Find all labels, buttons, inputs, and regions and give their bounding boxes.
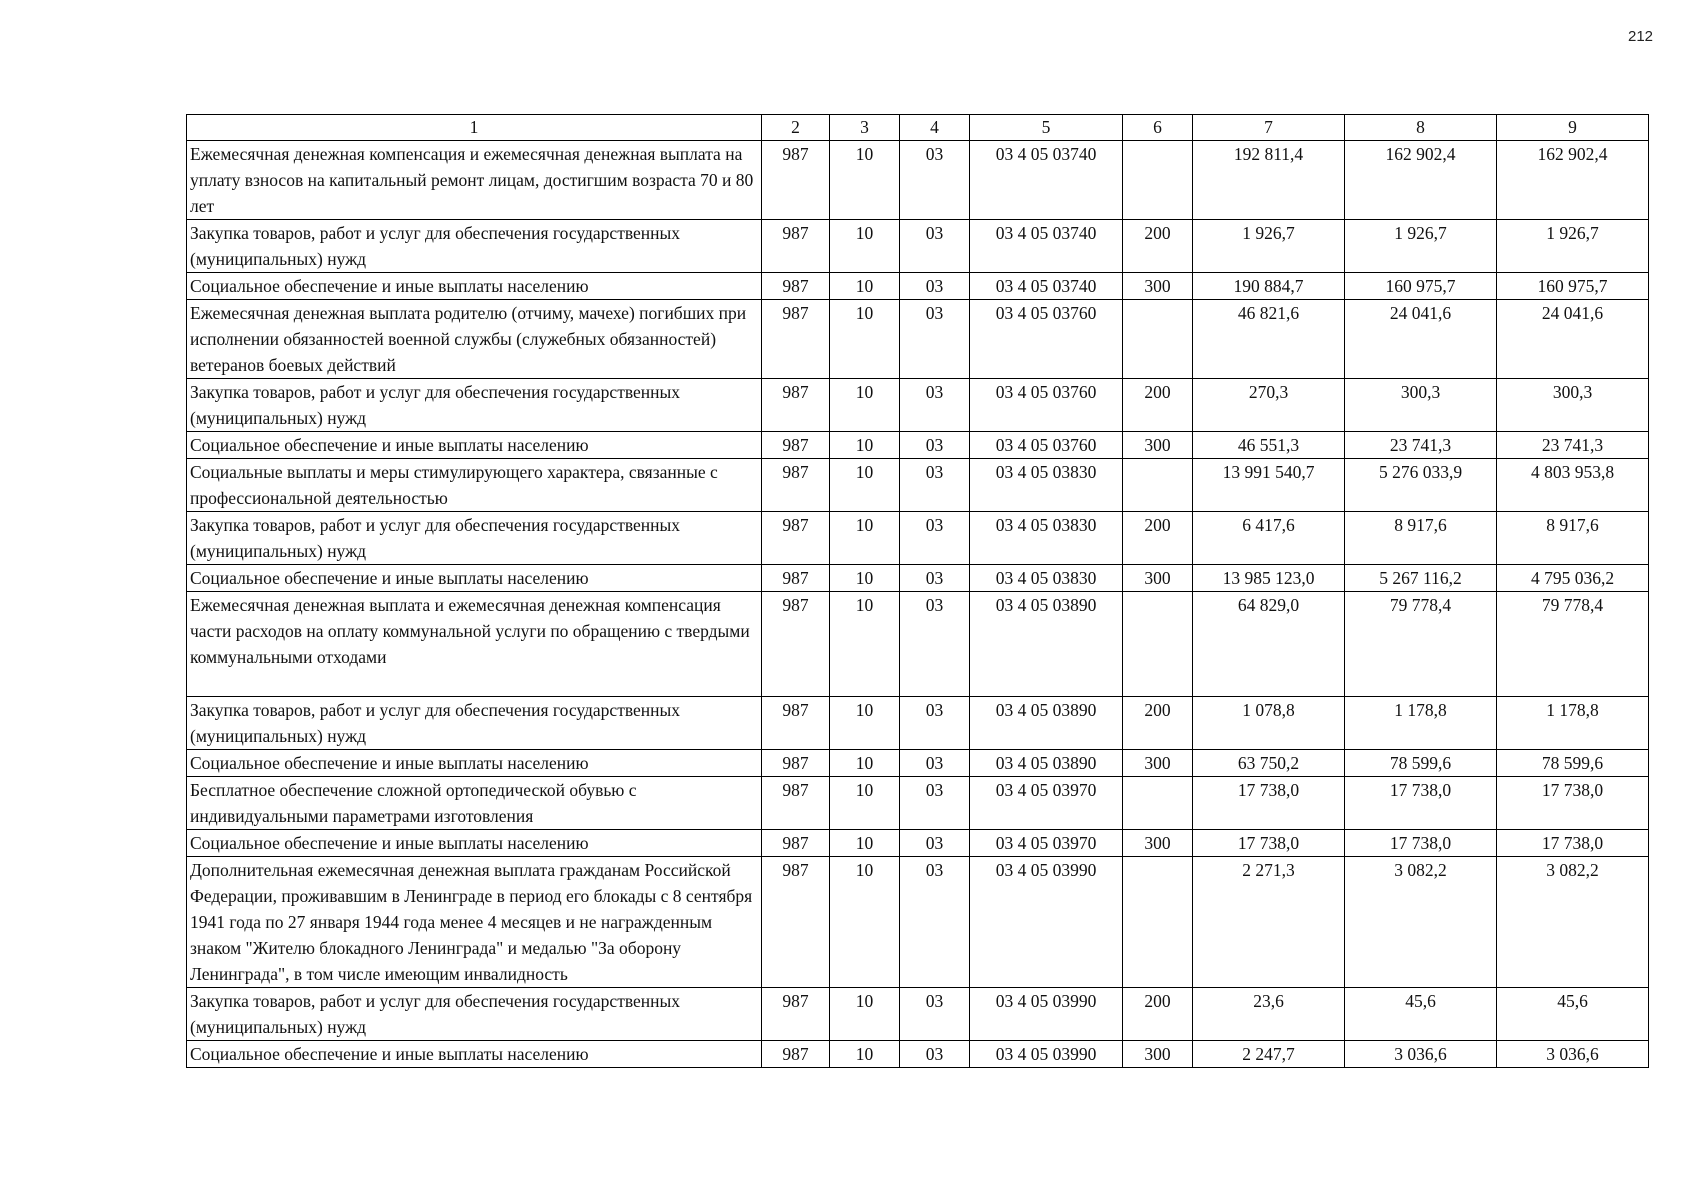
cell-code-4: 03 bbox=[900, 379, 970, 432]
cell-amount-9: 17 738,0 bbox=[1497, 830, 1649, 857]
header-row bbox=[187, 115, 1649, 141]
cell-code-3: 10 bbox=[830, 220, 900, 273]
cell-code-3: 10 bbox=[830, 750, 900, 777]
cell-target-article: 03 4 05 03990 bbox=[970, 1041, 1123, 1068]
cell-expense-type: 300 bbox=[1123, 565, 1193, 592]
cell-code-2: 987 bbox=[762, 565, 830, 592]
cell-expense-type: 200 bbox=[1123, 697, 1193, 750]
column-header: 4 bbox=[900, 115, 970, 141]
cell-expense-name: Социальное обеспечение и иные выплаты населению bbox=[187, 565, 762, 592]
cell-code-2: 987 bbox=[762, 141, 830, 220]
cell-code-4: 03 bbox=[900, 512, 970, 565]
cell-code-4: 03 bbox=[900, 432, 970, 459]
cell-expense-type: 200 bbox=[1123, 512, 1193, 565]
table-row bbox=[187, 273, 1649, 300]
cell-amount-8: 300,3 bbox=[1345, 379, 1497, 432]
cell-target-article: 03 4 05 03760 bbox=[970, 432, 1123, 459]
cell-code-3: 10 bbox=[830, 857, 900, 988]
cell-code-4: 03 bbox=[900, 777, 970, 830]
cell-amount-7: 46 821,6 bbox=[1193, 300, 1345, 379]
cell-target-article: 03 4 05 03830 bbox=[970, 512, 1123, 565]
cell-amount-9: 78 599,6 bbox=[1497, 750, 1649, 777]
cell-code-3: 10 bbox=[830, 459, 900, 512]
cell-amount-9: 24 041,6 bbox=[1497, 300, 1649, 379]
cell-amount-8: 160 975,7 bbox=[1345, 273, 1497, 300]
cell-code-4: 03 bbox=[900, 300, 970, 379]
cell-expense-name: Ежемесячная денежная выплата и ежемесячная денежная компенсация части расходов на оплату коммунальной услуги по обращению с твердыми коммунальными отходами bbox=[187, 592, 762, 697]
table-row bbox=[187, 1041, 1649, 1068]
cell-amount-7: 23,6 bbox=[1193, 988, 1345, 1041]
cell-code-2: 987 bbox=[762, 379, 830, 432]
cell-expense-name: Закупка товаров, работ и услуг для обеспечения государственных (муниципальных) нужд bbox=[187, 379, 762, 432]
cell-amount-9: 4 803 953,8 bbox=[1497, 459, 1649, 512]
cell-code-2: 987 bbox=[762, 592, 830, 697]
table-row bbox=[187, 432, 1649, 459]
cell-expense-type bbox=[1123, 141, 1193, 220]
column-header: 5 bbox=[970, 115, 1123, 141]
cell-code-4: 03 bbox=[900, 857, 970, 988]
cell-amount-9: 3 036,6 bbox=[1497, 1041, 1649, 1068]
cell-amount-8: 3 082,2 bbox=[1345, 857, 1497, 988]
column-header: 7 bbox=[1193, 115, 1345, 141]
cell-code-3: 10 bbox=[830, 592, 900, 697]
cell-amount-7: 270,3 bbox=[1193, 379, 1345, 432]
cell-code-2: 987 bbox=[762, 300, 830, 379]
column-header: 2 bbox=[762, 115, 830, 141]
cell-expense-name: Закупка товаров, работ и услуг для обеспечения государственных (муниципальных) нужд bbox=[187, 512, 762, 565]
cell-code-3: 10 bbox=[830, 777, 900, 830]
cell-code-2: 987 bbox=[762, 1041, 830, 1068]
cell-code-4: 03 bbox=[900, 459, 970, 512]
cell-amount-9: 45,6 bbox=[1497, 988, 1649, 1041]
cell-expense-name: Социальные выплаты и меры стимулирующего характера, связанные с профессиональной деятельностью bbox=[187, 459, 762, 512]
cell-expense-name: Закупка товаров, работ и услуг для обеспечения государственных (муниципальных) нужд bbox=[187, 697, 762, 750]
cell-expense-type: 200 bbox=[1123, 379, 1193, 432]
cell-code-3: 10 bbox=[830, 512, 900, 565]
cell-target-article: 03 4 05 03830 bbox=[970, 565, 1123, 592]
cell-code-3: 10 bbox=[830, 830, 900, 857]
cell-amount-8: 5 267 116,2 bbox=[1345, 565, 1497, 592]
cell-expense-name: Закупка товаров, работ и услуг для обеспечения государственных (муниципальных) нужд bbox=[187, 220, 762, 273]
cell-amount-8: 17 738,0 bbox=[1345, 777, 1497, 830]
cell-expense-name: Закупка товаров, работ и услуг для обеспечения государственных (муниципальных) нужд bbox=[187, 988, 762, 1041]
cell-code-4: 03 bbox=[900, 750, 970, 777]
table-row bbox=[187, 777, 1649, 830]
cell-amount-8: 45,6 bbox=[1345, 988, 1497, 1041]
cell-code-2: 987 bbox=[762, 697, 830, 750]
cell-amount-7: 63 750,2 bbox=[1193, 750, 1345, 777]
cell-amount-9: 4 795 036,2 bbox=[1497, 565, 1649, 592]
cell-amount-8: 3 036,6 bbox=[1345, 1041, 1497, 1068]
cell-amount-9: 160 975,7 bbox=[1497, 273, 1649, 300]
cell-code-2: 987 bbox=[762, 777, 830, 830]
cell-expense-name: Социальное обеспечение и иные выплаты населению bbox=[187, 273, 762, 300]
table-row bbox=[187, 750, 1649, 777]
table-row bbox=[187, 565, 1649, 592]
cell-code-2: 987 bbox=[762, 220, 830, 273]
table-row bbox=[187, 830, 1649, 857]
cell-target-article: 03 4 05 03970 bbox=[970, 830, 1123, 857]
cell-target-article: 03 4 05 03970 bbox=[970, 777, 1123, 830]
cell-expense-name: Бесплатное обеспечение сложной ортопедической обувью с индивидуальными параметрами изготовления bbox=[187, 777, 762, 830]
cell-code-4: 03 bbox=[900, 220, 970, 273]
cell-amount-9: 162 902,4 bbox=[1497, 141, 1649, 220]
cell-expense-type: 300 bbox=[1123, 750, 1193, 777]
cell-amount-9: 1 926,7 bbox=[1497, 220, 1649, 273]
cell-code-2: 987 bbox=[762, 512, 830, 565]
cell-code-3: 10 bbox=[830, 565, 900, 592]
table-row bbox=[187, 592, 1649, 697]
cell-amount-7: 1 078,8 bbox=[1193, 697, 1345, 750]
cell-code-4: 03 bbox=[900, 592, 970, 697]
cell-amount-8: 79 778,4 bbox=[1345, 592, 1497, 697]
cell-expense-name: Ежемесячная денежная компенсация и ежемесячная денежная выплата на уплату взносов на капитальный ремонт лицам, достигшим возраста 70 и 80 лет bbox=[187, 141, 762, 220]
table-row bbox=[187, 459, 1649, 512]
cell-amount-7: 2 247,7 bbox=[1193, 1041, 1345, 1068]
cell-expense-type bbox=[1123, 857, 1193, 988]
cell-expense-type: 200 bbox=[1123, 220, 1193, 273]
cell-amount-9: 1 178,8 bbox=[1497, 697, 1649, 750]
cell-expense-type: 300 bbox=[1123, 830, 1193, 857]
cell-code-2: 987 bbox=[762, 857, 830, 988]
table-row bbox=[187, 857, 1649, 988]
cell-amount-9: 23 741,3 bbox=[1497, 432, 1649, 459]
cell-code-4: 03 bbox=[900, 988, 970, 1041]
table-row bbox=[187, 220, 1649, 273]
cell-expense-name: Социальное обеспечение и иные выплаты населению bbox=[187, 750, 762, 777]
table-body bbox=[187, 141, 1649, 1068]
cell-expense-name: Дополнительная ежемесячная денежная выплата гражданам Российской Федерации, проживавшим в Ленинграде в период его блокады с 8 сентября 1941 года по 27 января 1944 года менее 4 месяцев и не награжденным знаком "Жителю блокадного Ленинграда" и медалью "За оборону Ленинграда", в том числе имеющим инвалидность bbox=[187, 857, 762, 988]
cell-code-4: 03 bbox=[900, 141, 970, 220]
cell-amount-7: 192 811,4 bbox=[1193, 141, 1345, 220]
cell-expense-type: 300 bbox=[1123, 1041, 1193, 1068]
budget-table bbox=[186, 114, 1649, 1068]
cell-amount-8: 17 738,0 bbox=[1345, 830, 1497, 857]
cell-code-2: 987 bbox=[762, 830, 830, 857]
cell-amount-7: 17 738,0 bbox=[1193, 777, 1345, 830]
cell-target-article: 03 4 05 03990 bbox=[970, 857, 1123, 988]
cell-amount-9: 79 778,4 bbox=[1497, 592, 1649, 697]
cell-amount-7: 6 417,6 bbox=[1193, 512, 1345, 565]
cell-expense-type bbox=[1123, 459, 1193, 512]
table-row bbox=[187, 988, 1649, 1041]
table-row bbox=[187, 512, 1649, 565]
cell-target-article: 03 4 05 03990 bbox=[970, 988, 1123, 1041]
cell-code-3: 10 bbox=[830, 697, 900, 750]
cell-amount-7: 1 926,7 bbox=[1193, 220, 1345, 273]
cell-target-article: 03 4 05 03740 bbox=[970, 273, 1123, 300]
cell-code-3: 10 bbox=[830, 379, 900, 432]
cell-amount-9: 8 917,6 bbox=[1497, 512, 1649, 565]
cell-code-2: 987 bbox=[762, 988, 830, 1041]
cell-target-article: 03 4 05 03740 bbox=[970, 220, 1123, 273]
cell-expense-name: Социальное обеспечение и иные выплаты населению bbox=[187, 830, 762, 857]
cell-code-4: 03 bbox=[900, 1041, 970, 1068]
cell-expense-type bbox=[1123, 592, 1193, 697]
cell-amount-8: 23 741,3 bbox=[1345, 432, 1497, 459]
cell-amount-8: 1 178,8 bbox=[1345, 697, 1497, 750]
cell-code-4: 03 bbox=[900, 565, 970, 592]
cell-code-3: 10 bbox=[830, 300, 900, 379]
table-row bbox=[187, 697, 1649, 750]
cell-expense-name: Социальное обеспечение и иные выплаты населению bbox=[187, 432, 762, 459]
column-header: 8 bbox=[1345, 115, 1497, 141]
page-number: 212 bbox=[1628, 28, 1654, 45]
cell-expense-type bbox=[1123, 777, 1193, 830]
cell-target-article: 03 4 05 03760 bbox=[970, 300, 1123, 379]
cell-amount-8: 162 902,4 bbox=[1345, 141, 1497, 220]
cell-target-article: 03 4 05 03830 bbox=[970, 459, 1123, 512]
cell-amount-7: 17 738,0 bbox=[1193, 830, 1345, 857]
cell-amount-7: 190 884,7 bbox=[1193, 273, 1345, 300]
cell-code-4: 03 bbox=[900, 273, 970, 300]
cell-expense-name: Ежемесячная денежная выплата родителю (отчиму, мачехе) погибших при исполнении обязанностей военной службы (служебных обязанностей) ветеранов боевых действий bbox=[187, 300, 762, 379]
cell-code-2: 987 bbox=[762, 273, 830, 300]
cell-code-3: 10 bbox=[830, 1041, 900, 1068]
cell-code-3: 10 bbox=[830, 432, 900, 459]
cell-code-3: 10 bbox=[830, 988, 900, 1041]
cell-target-article: 03 4 05 03740 bbox=[970, 141, 1123, 220]
cell-amount-9: 3 082,2 bbox=[1497, 857, 1649, 988]
cell-target-article: 03 4 05 03890 bbox=[970, 750, 1123, 777]
cell-target-article: 03 4 05 03760 bbox=[970, 379, 1123, 432]
column-header: 6 bbox=[1123, 115, 1193, 141]
table-row bbox=[187, 379, 1649, 432]
cell-target-article: 03 4 05 03890 bbox=[970, 592, 1123, 697]
cell-code-2: 987 bbox=[762, 750, 830, 777]
cell-amount-8: 78 599,6 bbox=[1345, 750, 1497, 777]
cell-target-article: 03 4 05 03890 bbox=[970, 697, 1123, 750]
cell-amount-7: 13 985 123,0 bbox=[1193, 565, 1345, 592]
cell-amount-7: 46 551,3 bbox=[1193, 432, 1345, 459]
cell-code-2: 987 bbox=[762, 459, 830, 512]
cell-expense-type: 300 bbox=[1123, 273, 1193, 300]
cell-amount-7: 64 829,0 bbox=[1193, 592, 1345, 697]
cell-code-2: 987 bbox=[762, 432, 830, 459]
cell-expense-name: Социальное обеспечение и иные выплаты населению bbox=[187, 1041, 762, 1068]
cell-code-4: 03 bbox=[900, 697, 970, 750]
cell-code-3: 10 bbox=[830, 273, 900, 300]
cell-amount-8: 8 917,6 bbox=[1345, 512, 1497, 565]
cell-code-3: 10 bbox=[830, 141, 900, 220]
column-header: 9 bbox=[1497, 115, 1649, 141]
table-row bbox=[187, 141, 1649, 220]
cell-amount-7: 2 271,3 bbox=[1193, 857, 1345, 988]
cell-expense-type: 200 bbox=[1123, 988, 1193, 1041]
column-header: 1 bbox=[187, 115, 762, 141]
cell-amount-8: 24 041,6 bbox=[1345, 300, 1497, 379]
cell-amount-9: 300,3 bbox=[1497, 379, 1649, 432]
table-row bbox=[187, 300, 1649, 379]
cell-amount-8: 1 926,7 bbox=[1345, 220, 1497, 273]
cell-amount-8: 5 276 033,9 bbox=[1345, 459, 1497, 512]
cell-amount-9: 17 738,0 bbox=[1497, 777, 1649, 830]
column-header: 3 bbox=[830, 115, 900, 141]
cell-expense-type bbox=[1123, 300, 1193, 379]
cell-code-4: 03 bbox=[900, 830, 970, 857]
cell-expense-type: 300 bbox=[1123, 432, 1193, 459]
cell-amount-7: 13 991 540,7 bbox=[1193, 459, 1345, 512]
